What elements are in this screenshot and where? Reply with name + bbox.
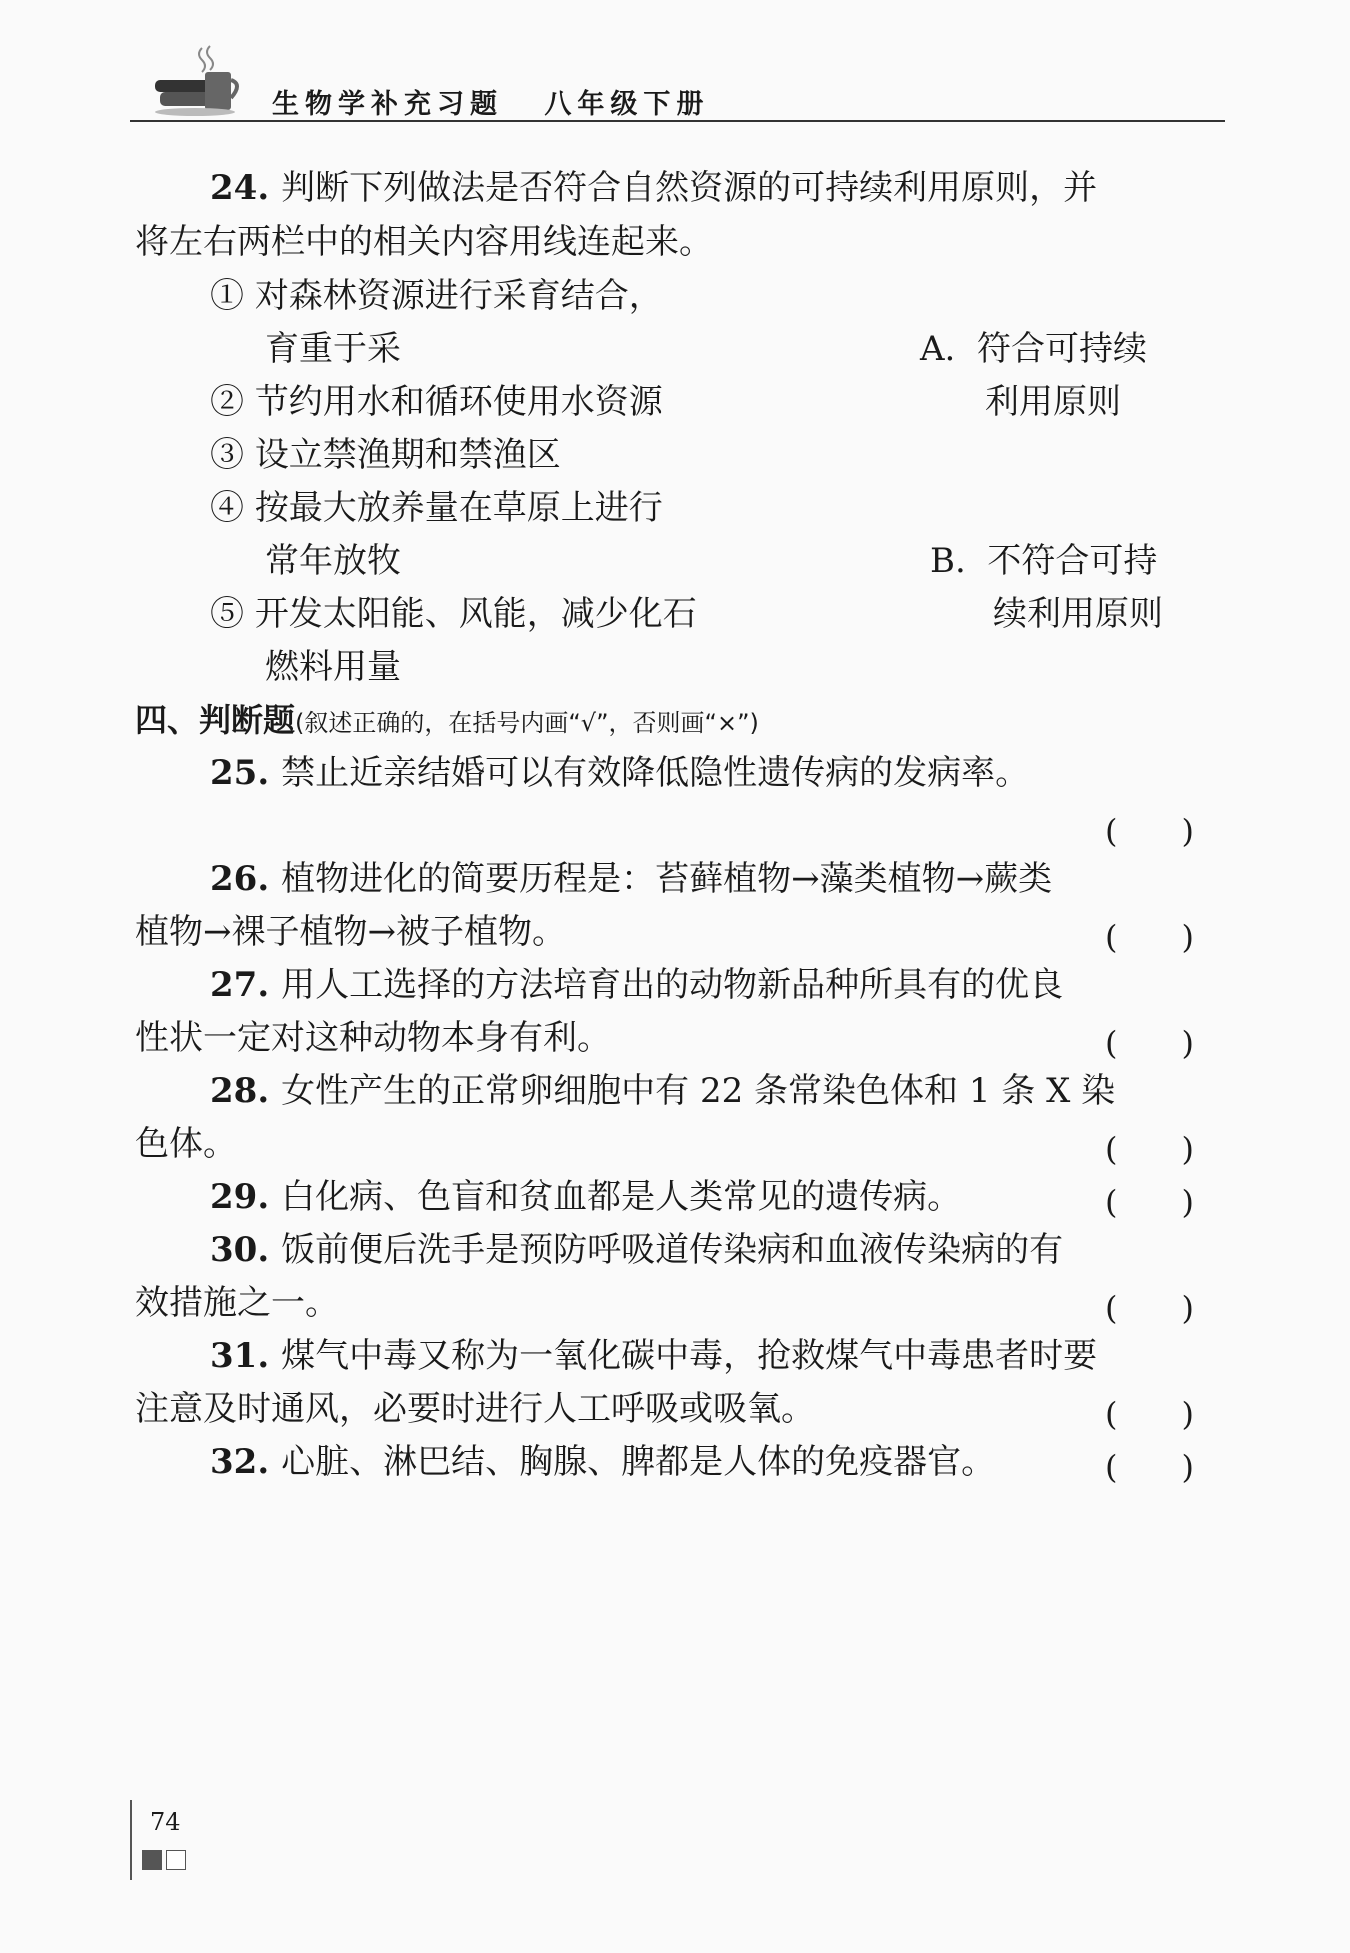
book-title: 生物学补充习题 <box>272 89 503 120</box>
q24-item-5: ⑤ 开发太阳能、风能，减少化石 <box>210 594 697 634</box>
q31-line2: 注意及时通风，必要时进行人工呼吸或吸氧。 <box>135 1389 815 1429</box>
q31-line1: 31. 煤气中毒又称为一氧化碳中毒，抢救煤气中毒患者时要 <box>210 1336 1098 1376</box>
q27-answer-paren[interactable]: ( ) <box>1105 1024 1194 1062</box>
q30-answer-paren[interactable]: ( ) <box>1105 1289 1194 1327</box>
books-and-cup-icon <box>150 40 260 120</box>
q28-answer-paren[interactable]: ( ) <box>1105 1130 1194 1168</box>
q30-line2: 效措施之一。 <box>135 1283 339 1323</box>
footer-bar <box>130 1800 132 1880</box>
q31-answer-paren[interactable]: ( ) <box>1105 1395 1194 1433</box>
header-title <box>272 82 735 121</box>
q24-item-1: ① 对森林资源进行采育结合， <box>210 276 663 316</box>
q32-line1: 32. 心脏、淋巴结、胸腺、脾都是人体的免疫器官。 <box>210 1442 996 1482</box>
page-number: 74 <box>150 1808 181 1836</box>
q24-item-5-cont: 燃料用量 <box>265 647 401 687</box>
filled-square-icon <box>142 1850 162 1870</box>
q24-option-b-cont: 续利用原则 <box>993 594 1163 634</box>
page-header <box>130 30 1225 125</box>
q28-line1: 28. 女性产生的正常卵细胞中有 22 条常染色体和 1 条 X 染 <box>210 1071 1116 1111</box>
section4-note: (叙述正确的，在括号内画“√”，否则画“×”) <box>295 709 759 737</box>
q28-line2: 色体。 <box>135 1124 237 1164</box>
section4-heading <box>135 700 759 743</box>
section4-title: 四、判断题 <box>135 701 296 739</box>
q26-line2: 植物→裸子植物→被子植物。 <box>135 912 566 952</box>
q24-text1: 判断下列做法是否符合自然资源的可持续利用原则，并 <box>281 168 1098 208</box>
q24-option-a: A. 符合可持续 <box>920 329 1147 369</box>
empty-square-icon <box>166 1850 186 1870</box>
q24-option-b: B. 不符合可持 <box>930 541 1158 581</box>
q25-answer-paren[interactable]: ( ) <box>1105 812 1194 850</box>
q24-item-4: ④ 按最大放养量在草原上进行 <box>210 488 663 528</box>
q24-number: 24. <box>210 168 270 208</box>
q26-answer-paren[interactable]: ( ) <box>1105 918 1194 956</box>
q24-option-a-cont: 利用原则 <box>985 382 1121 422</box>
q24-line2: 将左右两栏中的相关内容用线连起来。 <box>135 222 713 262</box>
grade-label: 八年级下册 <box>544 89 710 120</box>
q29-line1: 29. 白化病、色盲和贫血都是人类常见的遗传病。 <box>210 1177 962 1217</box>
q32-answer-paren[interactable]: ( ) <box>1105 1448 1194 1486</box>
q25-line1: 25. 禁止近亲结婚可以有效降低隐性遗传病的发病率。 <box>210 753 1030 793</box>
q30-line1: 30. 饭前便后洗手是预防呼吸道传染病和血液传染病的有 <box>210 1230 1064 1270</box>
q29-answer-paren[interactable]: ( ) <box>1105 1183 1194 1221</box>
q27-line2: 性状一定对这种动物本身有利。 <box>135 1018 611 1058</box>
q24-item-4-cont: 常年放牧 <box>265 541 401 581</box>
q27-line1: 27. 用人工选择的方法培育出的动物新品种所具有的优良 <box>210 965 1064 1005</box>
q24-item-2: ② 节约用水和循环使用水资源 <box>210 382 663 422</box>
header-divider <box>130 120 1225 122</box>
q24-item-1-cont: 育重于采 <box>265 329 401 369</box>
q24-item-3: ③ 设立禁渔期和禁渔区 <box>210 435 561 475</box>
q24-line1 <box>210 168 1097 208</box>
q26-line1: 26. 植物进化的简要历程是：苔藓植物→藻类植物→蕨类 <box>210 859 1053 899</box>
